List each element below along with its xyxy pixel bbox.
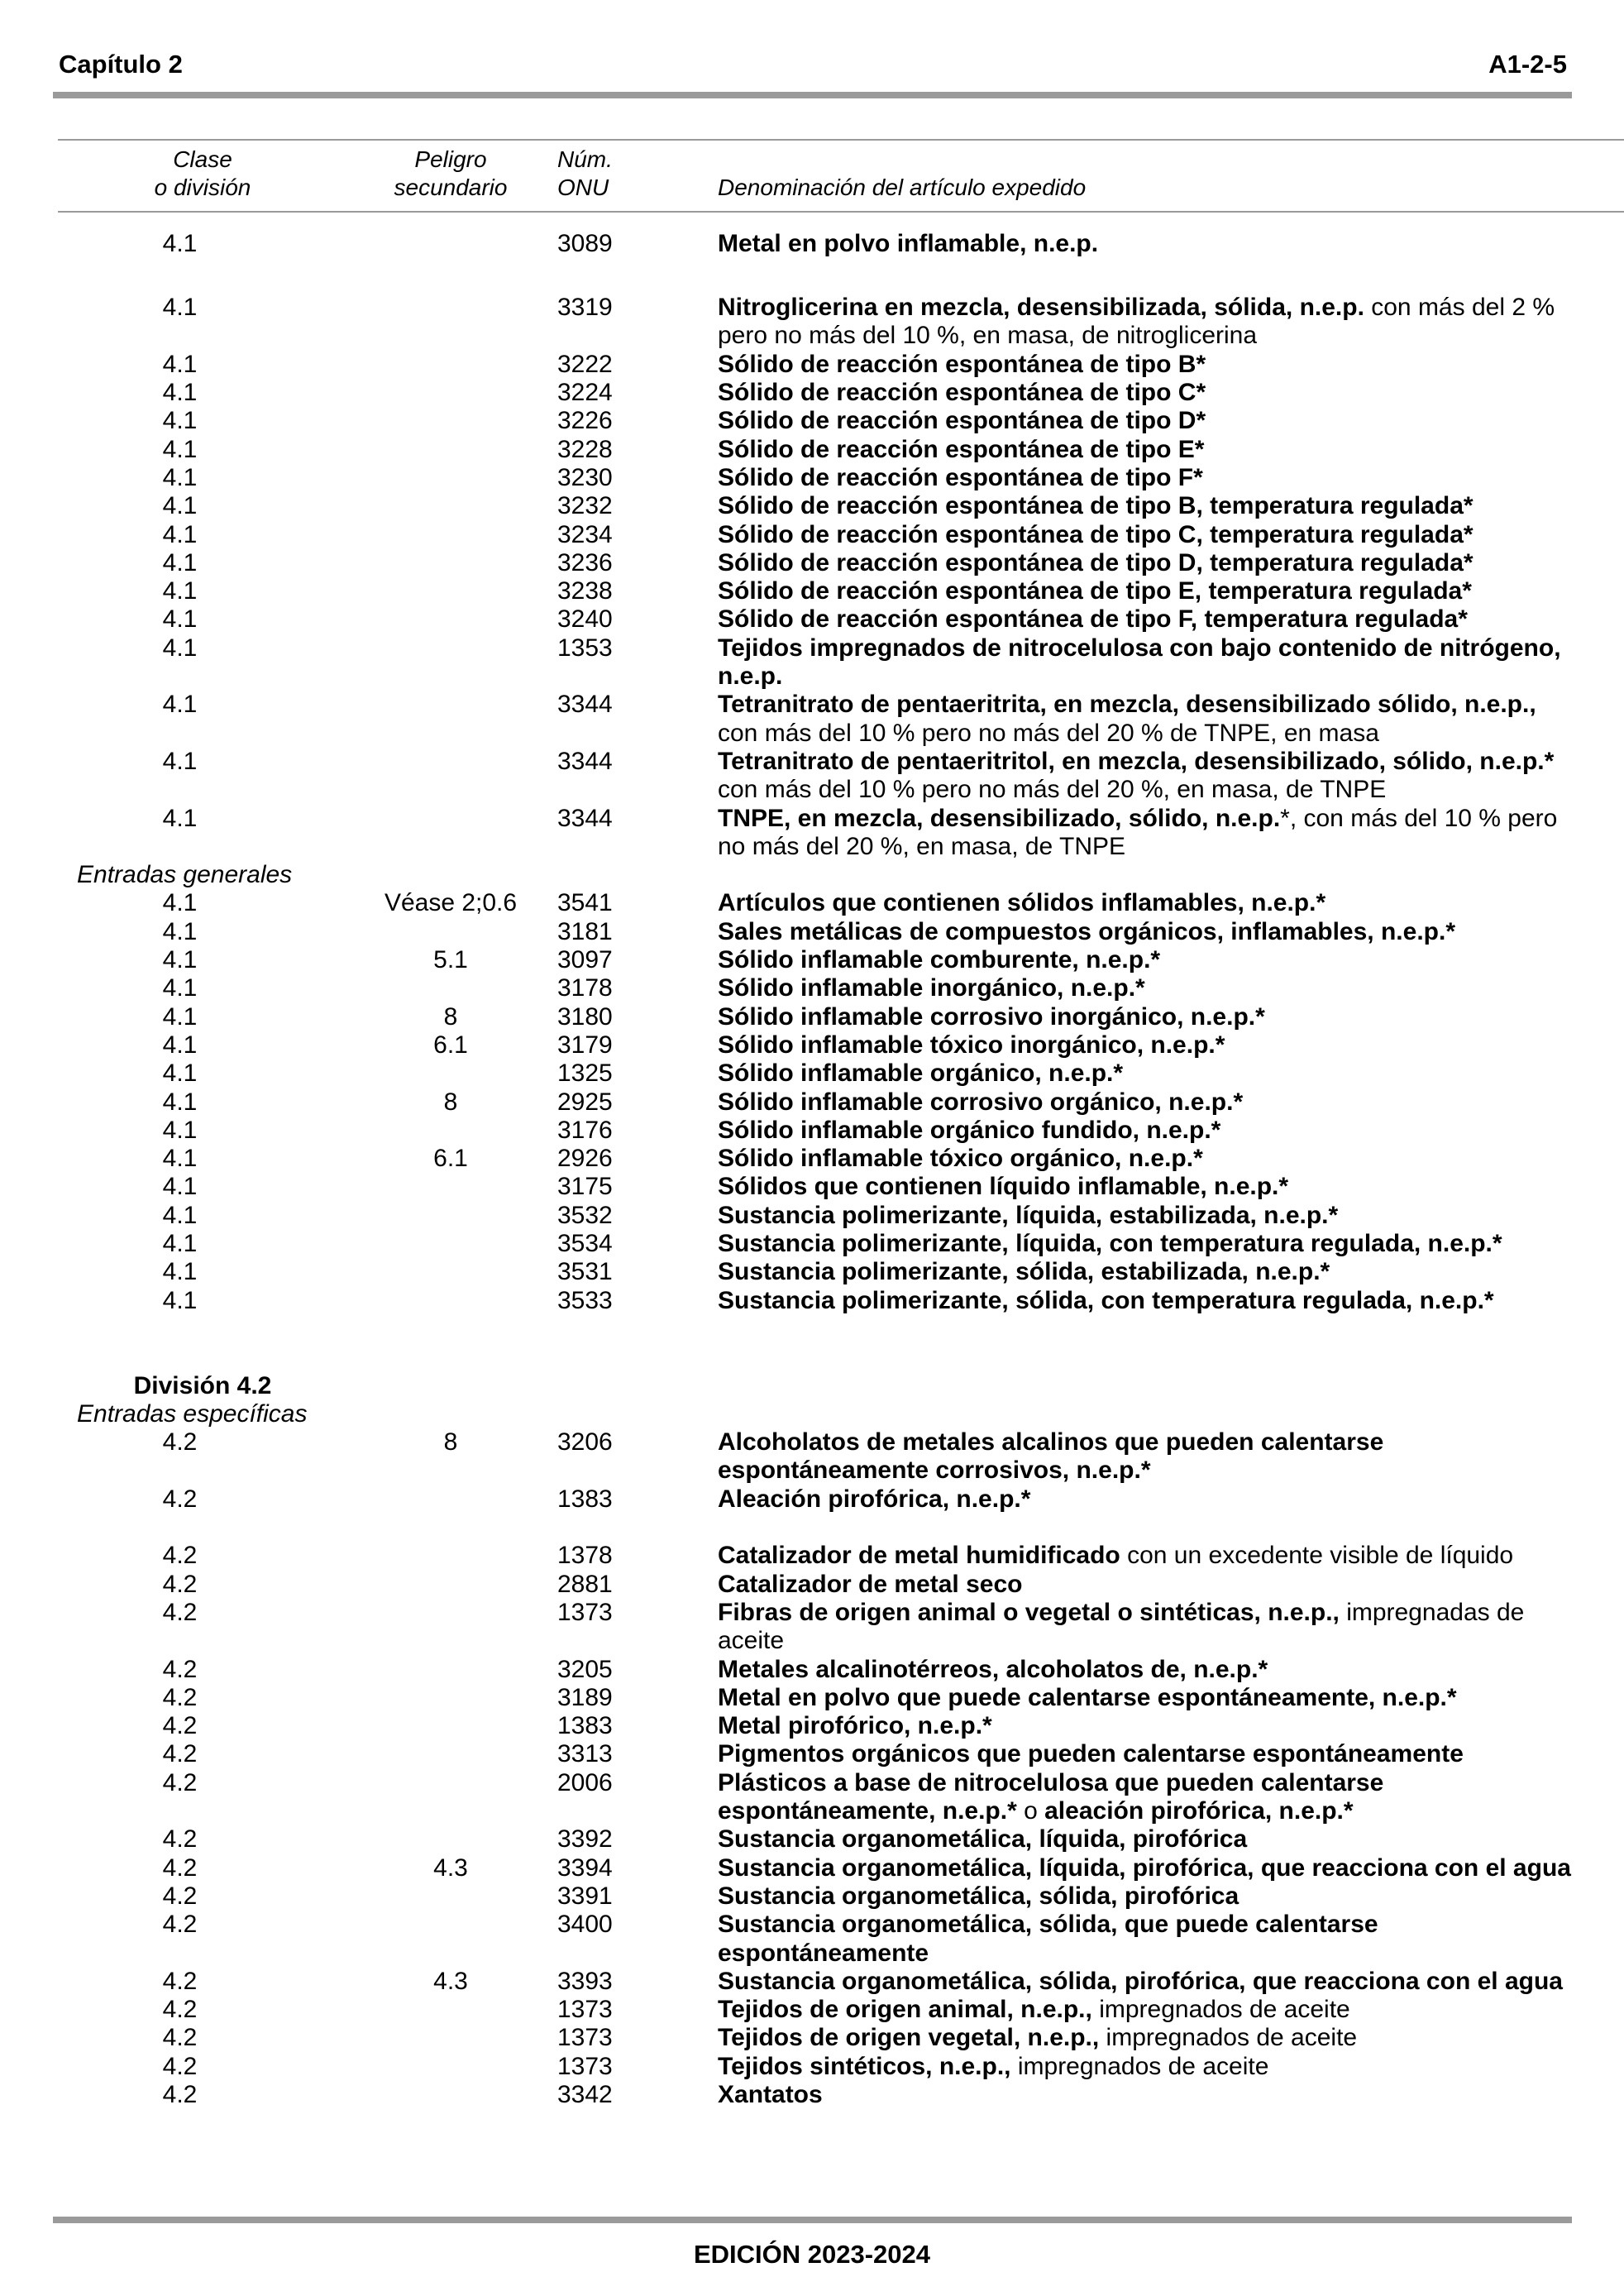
class-cell: 4.2 xyxy=(162,1996,198,2024)
shipping-name-cell xyxy=(718,1117,1624,1145)
class-cell: 4.1 xyxy=(162,294,198,322)
name-bold-part: TNPE, en mezcla, desensibilizado, sólido, n.e.p. xyxy=(718,804,1281,832)
class-cell: 4.1 xyxy=(162,917,198,945)
un-number-cell: 3531 xyxy=(557,1258,613,1286)
name-bold-part: Catalizador de metal humidificado xyxy=(718,1542,1120,1570)
name-bold-part: Sustancia polimerizante, líquida, estabilizada, n.e.p.* xyxy=(718,1201,1339,1229)
un-number-cell: 2925 xyxy=(557,1088,613,1116)
shipping-name-cell xyxy=(718,918,1624,946)
un-number-cell: 1378 xyxy=(557,1542,613,1570)
un-number-cell: 3400 xyxy=(557,1911,613,1939)
name-bold-part: Sustancia organometálica, líquida, pirofórica, que reacciona con el agua xyxy=(718,1854,1571,1882)
name-bold-part: Sólido de reacción espontánea de tipo F* xyxy=(718,463,1203,491)
class-cell: 4.1 xyxy=(162,1173,198,1201)
subsidiary-hazard-cell: 4.3 xyxy=(433,1854,468,1882)
class-cell: 4.1 xyxy=(162,1031,198,1059)
class-cell: 4.2 xyxy=(162,1655,198,1683)
name-bold-part: Sólido de reacción espontánea de tipo D* xyxy=(718,407,1206,435)
name-bold-part: Sólido inflamable orgánico fundido, n.e.p.* xyxy=(718,1116,1221,1144)
shipping-name-cell xyxy=(718,1173,1624,1201)
class-cell: 4.2 xyxy=(162,1542,198,1570)
class-cell: 4.2 xyxy=(162,2081,198,2109)
class-cell: 4.1 xyxy=(162,1116,198,1144)
shipping-name-cell xyxy=(718,1684,1624,1712)
un-number-cell: 3230 xyxy=(557,463,613,491)
name-bold-part: Sólido de reacción espontánea de tipo F, temperatura regulada* xyxy=(718,605,1468,634)
un-number-cell: 3344 xyxy=(557,691,613,719)
shipping-name-cell xyxy=(718,1542,1624,1570)
un-number-cell: 2926 xyxy=(557,1145,613,1173)
class-cell: 4.2 xyxy=(162,1768,198,1796)
name-bold-part: Tetranitrato de pentaeritrita, en mezcla, desensibilizado sólido, n.e.p., xyxy=(718,691,1536,719)
shipping-name-cell xyxy=(718,436,1624,464)
class-cell: 4.1 xyxy=(162,634,198,662)
class-cell: 4.2 xyxy=(162,1683,198,1711)
subsidiary-hazard-cell: 5.1 xyxy=(433,946,468,974)
class-cell: 4.1 xyxy=(162,435,198,463)
shipping-name-cell xyxy=(718,1428,1624,1485)
name-plain-part: o xyxy=(1016,1797,1045,1825)
shipping-name-cell xyxy=(718,974,1624,1002)
class-cell: 4.1 xyxy=(162,1286,198,1314)
shipping-name-cell xyxy=(718,1968,1624,1996)
section-specific-entries: Entradas específicas xyxy=(77,1399,308,1428)
class-cell: 4.2 xyxy=(162,1825,198,1854)
class-cell: 4.1 xyxy=(162,1145,198,1173)
name-bold-part: Tejidos de origen vegetal, n.e.p., xyxy=(718,2024,1100,2052)
subsidiary-hazard-cell: 4.3 xyxy=(433,1967,468,1995)
un-number-cell: 3313 xyxy=(557,1740,613,1768)
shipping-name-cell xyxy=(718,2024,1624,2052)
un-number-cell: 3189 xyxy=(557,1683,613,1711)
shipping-name-cell xyxy=(718,2053,1624,2081)
un-number-cell: 3234 xyxy=(557,520,613,548)
shipping-name-cell xyxy=(718,1571,1624,1599)
shipping-name-cell xyxy=(718,1031,1624,1060)
column-header-clase-line2: o división xyxy=(154,175,251,200)
un-number-cell: 3180 xyxy=(557,1002,613,1031)
shipping-name-cell xyxy=(718,605,1624,634)
un-number-cell: 3236 xyxy=(557,548,613,576)
chapter-title: Capítulo 2 xyxy=(59,50,183,79)
shipping-name-cell xyxy=(718,1258,1624,1286)
shipping-name-cell xyxy=(718,1060,1624,1088)
un-number-cell: 3394 xyxy=(557,1854,613,1882)
shipping-name-cell xyxy=(718,634,1624,691)
un-number-cell: 3206 xyxy=(557,1428,613,1457)
un-number-cell: 3226 xyxy=(557,407,613,435)
shipping-name-cell xyxy=(718,691,1624,748)
name-bold-part: Sólido de reacción espontánea de tipo C, temperatura regulada* xyxy=(718,520,1474,548)
name-bold-part: Nitroglicerina en mezcla, desensibilizada, sólida, n.e.p. xyxy=(718,294,1364,322)
class-cell: 4.1 xyxy=(162,1060,198,1088)
shipping-name-cell xyxy=(718,1088,1624,1117)
name-plain-part: con más del 2 % pero no más del 10 %, en masa, de nitroglicerina xyxy=(718,294,1555,350)
name-bold-part: Sólido inflamable tóxico inorgánico, n.e.p.* xyxy=(718,1031,1225,1059)
class-cell: 4.1 xyxy=(162,577,198,605)
class-cell: 4.2 xyxy=(162,1854,198,1882)
name-bold-part: Sólido inflamable corrosivo inorgánico, n.e.p.* xyxy=(718,1002,1265,1031)
shipping-name-cell xyxy=(718,294,1624,351)
shipping-name-cell xyxy=(718,577,1624,605)
name-bold-part: Tejidos sintéticos, n.e.p., xyxy=(718,2052,1011,2080)
class-cell: 4.1 xyxy=(162,379,198,407)
un-number-cell: 3175 xyxy=(557,1173,613,1201)
shipping-name-cell xyxy=(718,1769,1624,1826)
name-plain-part: con un excedente visible de líquido xyxy=(1120,1542,1514,1570)
name-bold-part: Sólido de reacción espontánea de tipo B* xyxy=(718,350,1206,378)
class-cell: 4.1 xyxy=(162,548,198,576)
subsidiary-hazard-cell: Véase 2;0.6 xyxy=(384,889,518,917)
class-cell: 4.2 xyxy=(162,1428,198,1457)
un-number-cell: 3344 xyxy=(557,804,613,832)
class-cell: 4.1 xyxy=(162,691,198,719)
name-bold-part: Tejidos impregnados de nitrocelulosa con bajo contenido de nitrógeno, n.e.p. xyxy=(718,634,1561,691)
un-number-cell: 3089 xyxy=(557,230,613,257)
name-plain-part: impregnados de aceite xyxy=(1091,1996,1350,2024)
shipping-name-cell xyxy=(718,805,1624,862)
name-bold-part: Sustancia organometálica, sólida, pirofórica xyxy=(718,1882,1239,1910)
subsidiary-hazard-cell: 8 xyxy=(443,1428,458,1457)
un-number-cell: 1325 xyxy=(557,1060,613,1088)
subsidiary-hazard-cell: 8 xyxy=(443,1088,458,1116)
un-number-cell: 3232 xyxy=(557,492,613,520)
name-plain-part: con más del 10 % pero no más del 20 % de TNPE, en masa xyxy=(718,719,1379,747)
class-cell: 4.1 xyxy=(162,605,198,634)
class-cell: 4.1 xyxy=(162,974,198,1002)
class-cell: 4.1 xyxy=(162,747,198,775)
name-bold-part: Sólidos que contienen líquido inflamable, n.e.p.* xyxy=(718,1173,1289,1201)
name-bold-part: Plásticos a base de nitrocelulosa que pueden calentarse espontáneamente, n.e.p.* xyxy=(718,1768,1384,1825)
un-number-cell: 3176 xyxy=(557,1116,613,1144)
name-bold-part: Sólido inflamable tóxico orgánico, n.e.p.* xyxy=(718,1145,1203,1173)
shipping-name-cell xyxy=(718,1996,1624,2024)
class-cell: 4.2 xyxy=(162,1967,198,1995)
un-number-cell: 3224 xyxy=(557,379,613,407)
un-number-cell: 1373 xyxy=(557,1996,613,2024)
name-bold-part: Sólido de reacción espontánea de tipo D, temperatura regulada* xyxy=(718,548,1474,576)
name-bold-part: Tetranitrato de pentaeritritol, en mezcla, desensibilizado, sólido, n.e.p.* xyxy=(718,747,1555,775)
name-bold-part: Sustancia polimerizante, sólida, con temperatura regulada, n.e.p.* xyxy=(718,1286,1494,1314)
name-bold-part: Sales metálicas de compuestos orgánicos, inflamables, n.e.p.* xyxy=(718,917,1455,945)
un-number-cell: 3228 xyxy=(557,435,613,463)
name-bold-part: Sólido inflamable comburente, n.e.p.* xyxy=(718,946,1161,974)
name-bold-part: aleación pirofórica, n.e.p.* xyxy=(1044,1797,1354,1825)
column-header-denominacion: Denominación del artículo expedido xyxy=(718,175,1087,200)
column-header-num-line1: Núm. xyxy=(557,146,613,172)
shipping-name-cell xyxy=(718,1740,1624,1768)
shipping-name-cell xyxy=(718,748,1624,805)
class-cell: 4.2 xyxy=(162,2024,198,2052)
class-cell: 4.2 xyxy=(162,1570,198,1598)
un-number-cell: 3238 xyxy=(557,577,613,605)
name-plain-part: con más del 10 % pero no más del 20 %, en masa, de TNPE xyxy=(718,776,1387,804)
class-cell: 4.1 xyxy=(162,520,198,548)
shipping-name-cell xyxy=(718,1230,1624,1258)
class-cell: 4.1 xyxy=(162,230,198,257)
shipping-name-cell xyxy=(718,1003,1624,1031)
name-bold-part: Tejidos de origen animal, n.e.p., xyxy=(718,1996,1092,2024)
class-cell: 4.1 xyxy=(162,350,198,378)
name-bold-part: Sólido inflamable inorgánico, n.e.p.* xyxy=(718,974,1145,1002)
class-cell: 4.1 xyxy=(162,407,198,435)
class-cell: 4.1 xyxy=(162,492,198,520)
shipping-name-cell xyxy=(718,1825,1624,1854)
shipping-name-cell xyxy=(718,464,1624,492)
edition-footer: EDICIÓN 2023-2024 xyxy=(693,2240,931,2269)
shipping-name-cell xyxy=(718,2081,1624,2109)
un-number-cell: 3393 xyxy=(557,1967,613,1995)
class-cell: 4.1 xyxy=(162,463,198,491)
class-cell: 4.2 xyxy=(162,1740,198,1768)
shipping-name-cell xyxy=(718,351,1624,379)
shipping-name-cell xyxy=(718,549,1624,577)
name-bold-part: Sustancia polimerizante, sólida, estabilizada, n.e.p.* xyxy=(718,1258,1330,1286)
class-cell: 4.1 xyxy=(162,1201,198,1229)
un-number-cell: 3178 xyxy=(557,974,613,1002)
shipping-name-cell xyxy=(718,230,1624,258)
class-cell: 4.1 xyxy=(162,1258,198,1286)
un-number-cell: 2006 xyxy=(557,1768,613,1796)
subsidiary-hazard-cell: 6.1 xyxy=(433,1145,468,1173)
name-bold-part: Metal en polvo que puede calentarse espontáneamente, n.e.p.* xyxy=(718,1683,1457,1711)
name-bold-part: Sustancia organometálica, sólida, pirofórica, que reacciona con el agua xyxy=(718,1967,1563,1995)
shipping-name-cell xyxy=(718,1911,1624,1968)
section-general-entries: Entradas generales xyxy=(77,861,293,889)
class-cell: 4.1 xyxy=(162,1088,198,1116)
shipping-name-cell xyxy=(718,1145,1624,1173)
name-plain-part: *, con más del 10 % pero no más del 20 %, en masa, de TNPE xyxy=(718,804,1558,860)
class-cell: 4.2 xyxy=(162,1882,198,1910)
un-number-cell: 3319 xyxy=(557,294,613,322)
class-cell: 4.1 xyxy=(162,1230,198,1258)
name-bold-part: Xantatos xyxy=(718,2081,823,2109)
name-bold-part: Metales alcalinotérreos, alcoholatos de, n.e.p.* xyxy=(718,1655,1268,1683)
un-number-cell: 3533 xyxy=(557,1286,613,1314)
un-number-cell: 3205 xyxy=(557,1655,613,1683)
column-header-peligro-line2: secundario xyxy=(394,175,508,200)
un-number-cell: 3222 xyxy=(557,350,613,378)
class-cell: 4.2 xyxy=(162,1712,198,1740)
shipping-name-cell xyxy=(718,1854,1624,1882)
shipping-name-cell xyxy=(718,946,1624,974)
class-cell: 4.2 xyxy=(162,2052,198,2080)
name-bold-part: Pigmentos orgánicos que pueden calentarse espontáneamente xyxy=(718,1740,1464,1768)
un-number-cell: 3541 xyxy=(557,889,613,917)
column-header-clase-line1: Clase xyxy=(173,146,232,172)
class-cell: 4.2 xyxy=(162,1598,198,1626)
shipping-name-cell xyxy=(718,1656,1624,1684)
column-header-num-line2: ONU xyxy=(557,175,609,200)
un-number-cell: 1373 xyxy=(557,1598,613,1626)
un-number-cell: 2881 xyxy=(557,1570,613,1598)
name-bold-part: Alcoholatos de metales alcalinos que pueden calentarse espontáneamente corrosivos, n.e.p.* xyxy=(718,1428,1384,1485)
name-bold-part: Sólido de reacción espontánea de tipo E, temperatura regulada* xyxy=(718,577,1472,605)
name-bold-part: Artículos que contienen sólidos inflamables, n.e.p.* xyxy=(718,889,1326,917)
name-bold-part: Aleación pirofórica, n.e.p.* xyxy=(718,1485,1031,1513)
un-number-cell: 1373 xyxy=(557,2052,613,2080)
un-number-cell: 3097 xyxy=(557,946,613,974)
un-number-cell: 3342 xyxy=(557,2081,613,2109)
un-number-cell: 3240 xyxy=(557,605,613,634)
name-bold-part: Sólido de reacción espontánea de tipo E* xyxy=(718,435,1205,463)
name-bold-part: Sólido inflamable corrosivo orgánico, n.e.p.* xyxy=(718,1088,1244,1116)
class-cell: 4.1 xyxy=(162,804,198,832)
un-number-cell: 1383 xyxy=(557,1485,613,1513)
class-cell: 4.1 xyxy=(162,1002,198,1031)
name-bold-part: Sustancia organometálica, sólida, que puede calentarse espontáneamente xyxy=(718,1911,1378,1967)
un-number-cell: 3181 xyxy=(557,917,613,945)
footer-rule xyxy=(53,2217,1572,2223)
shipping-name-cell xyxy=(718,1599,1624,1656)
shipping-name-cell xyxy=(718,492,1624,520)
name-bold-part: Sustancia polimerizante, líquida, con temperatura regulada, n.e.p.* xyxy=(718,1230,1502,1258)
shipping-name-cell xyxy=(718,1287,1624,1315)
name-plain-part: impregnados de aceite xyxy=(1010,2052,1269,2080)
name-bold-part: Fibras de origen animal o vegetal o sintéticas, n.e.p., xyxy=(718,1598,1340,1626)
class-cell: 4.2 xyxy=(162,1485,198,1513)
name-bold-part: Metal pirofórico, n.e.p.* xyxy=(718,1712,992,1740)
name-bold-part: Sólido de reacción espontánea de tipo C* xyxy=(718,379,1206,407)
name-bold-part: Catalizador de metal seco xyxy=(718,1570,1023,1598)
un-number-cell: 3534 xyxy=(557,1230,613,1258)
un-number-cell: 3391 xyxy=(557,1882,613,1910)
subsidiary-hazard-cell: 8 xyxy=(443,1002,458,1031)
shipping-name-cell xyxy=(718,1712,1624,1740)
shipping-name-cell xyxy=(718,1202,1624,1230)
shipping-name-cell xyxy=(718,379,1624,407)
un-number-cell: 1353 xyxy=(557,634,613,662)
subsidiary-hazard-cell: 6.1 xyxy=(433,1031,468,1059)
shipping-name-cell xyxy=(718,1485,1624,1514)
un-number-cell: 3179 xyxy=(557,1031,613,1059)
un-number-cell: 3392 xyxy=(557,1825,613,1854)
name-plain-part: impregnados de aceite xyxy=(1099,2024,1358,2052)
shipping-name-cell xyxy=(718,1882,1624,1911)
name-bold-part: Sólido inflamable orgánico, n.e.p.* xyxy=(718,1060,1124,1088)
un-number-cell: 3344 xyxy=(557,747,613,775)
class-cell: 4.1 xyxy=(162,889,198,917)
class-cell: 4.1 xyxy=(162,946,198,974)
name-bold-part: Sólido de reacción espontánea de tipo B, temperatura regulada* xyxy=(718,492,1474,520)
shipping-name-cell xyxy=(718,407,1624,435)
shipping-name-cell xyxy=(718,521,1624,549)
un-number-cell: 3532 xyxy=(557,1201,613,1229)
column-header-peligro-line1: Peligro xyxy=(414,146,487,172)
page-reference: A1-2-5 xyxy=(1488,50,1567,79)
section-division-4-2: División 4.2 xyxy=(133,1371,272,1399)
un-number-cell: 1373 xyxy=(557,2024,613,2052)
name-bold-part: Metal en polvo inflamable, n.e.p. xyxy=(718,230,1099,257)
name-plain-part: impregnadas de aceite xyxy=(718,1598,1525,1655)
class-cell: 4.2 xyxy=(162,1911,198,1939)
un-number-cell: 1383 xyxy=(557,1712,613,1740)
name-bold-part: Sustancia organometálica, líquida, pirofórica xyxy=(718,1825,1248,1854)
shipping-name-cell xyxy=(718,889,1624,917)
